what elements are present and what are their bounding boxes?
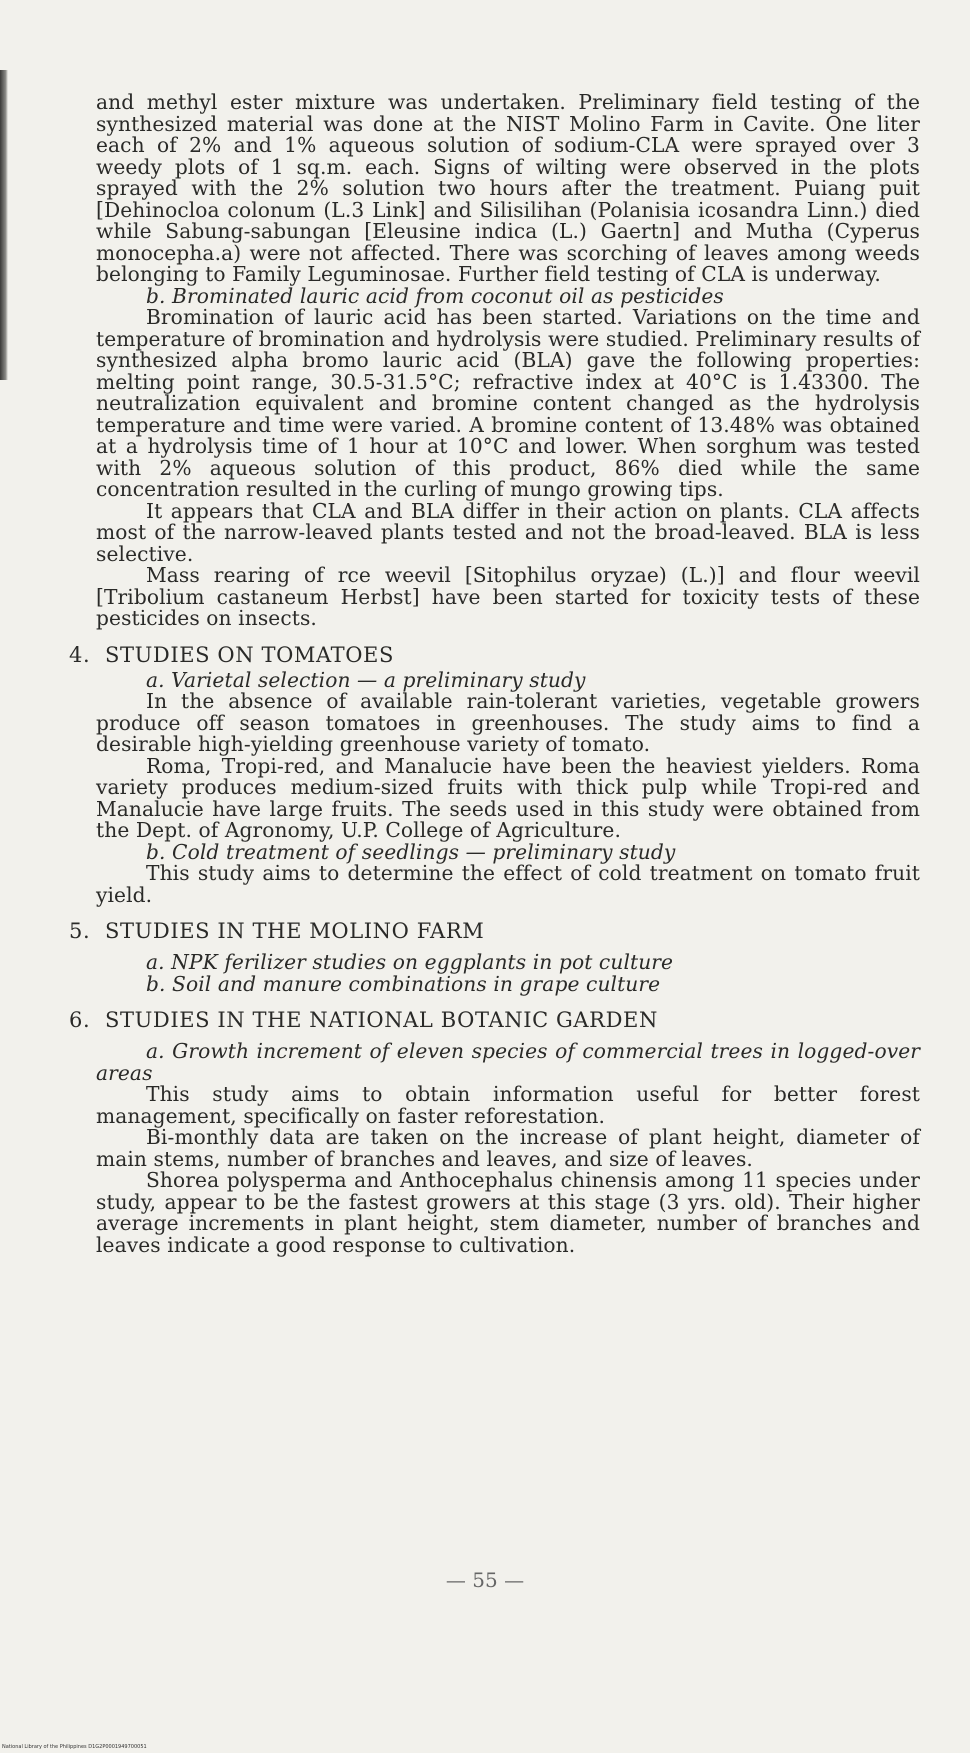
subheading-5a: a. NPK ferilizer studies on eggplants in pot culture xyxy=(146,950,674,974)
archive-identifier: National Library of the Philippines D1G2P0001949700051 xyxy=(2,1744,147,1750)
section-number: 6. xyxy=(69,1008,91,1032)
paragraph-bimonthly: Bi-monthly data are taken on the increase of plant height, diameter of main stems, number of branches and leaves, and size of leaves. xyxy=(96,1125,920,1171)
section-heading-6 xyxy=(69,1005,920,1035)
paragraph-bromination: Bromination of lauric acid has been started. Variations on the time and temperature of bromination and hydrolysis were studied. Preliminary results of synthesized alpha bromo lauric acid (BLA) gave the following properties: melting point range, 30.5-31.5°C; refractive index at 40°C is 1.43300. The neutralization equivalent and bromine content changed as the hydrolysis temperature and time were varied. A bromine content of 13.48% was obtained at a hydrolysis time of 1 hour at 10°C and lower. When sorghum was tested with 2% aqueous solution of this product, 86% died while the same concentration resulted in the curling of mungo growing tips. xyxy=(96,305,920,501)
section-heading-4 xyxy=(69,640,920,670)
page-number: — 55 — xyxy=(445,1568,525,1592)
page-body xyxy=(69,90,920,1257)
paragraph-cold-treatment: This study aims to determine the effect of cold treatment on tomato fruit yield. xyxy=(96,861,920,907)
paragraph-forest: This study aims to obtain information useful for better forest management, specifically on faster reforestation. xyxy=(96,1082,920,1128)
paragraph-roma: Roma, Tropi-red, and Manalucie have been the heaviest yielders. Roma variety produces medium-sized fruits with thick pulp while Tropi-red and Manalucie have large fruits. The seeds used in this study were obtained from the Dept. of Agronomy, U.P. College of Agriculture. xyxy=(96,753,920,842)
binding-shadow xyxy=(0,70,8,380)
subheading-3b: b. Brominated lauric acid from coconut oil as pesticides xyxy=(146,283,724,308)
section-number: 5. xyxy=(69,919,91,943)
section-title: STUDIES IN THE NATIONAL BOTANIC GARDEN xyxy=(105,1008,658,1032)
section-heading-5 xyxy=(69,916,920,946)
subheading-6a: a. Growth increment of eleven species of commercial trees in logged-over areas xyxy=(96,1039,920,1085)
subheading-4b: b. Cold treatment of seedlings — preliminary study xyxy=(146,839,676,864)
section-number: 4. xyxy=(69,642,91,667)
paragraph-weevil: Mass rearing of rce weevil [Sitophilus oryzae) (L.)] and flour weevil [Tribolium castaneum Herbst] have been started for toxicity tests of these pesticides on insects. xyxy=(96,563,920,630)
subheading-5b: b. Soil and manure combinations in grape culture xyxy=(146,971,661,996)
subheading-4a: a. Varietal selection — a preliminary study xyxy=(146,667,586,692)
section-title: STUDIES ON TOMATOES xyxy=(105,642,394,667)
paragraph-cla-bla: It appears that CLA and BLA differ in their action on plants. CLA affects most of the narrow-leaved plants tested and not the broad-leaved. BLA is less selective. xyxy=(96,498,920,566)
paragraph-shorea: Shorea polysperma and Anthocephalus chinensis among 11 species under study, appear to be the fastest growers at this stage (3 yrs. old). Their higher average increments in plant height, stem diameter, number of branches and leaves indicate a good response to cultivation. xyxy=(96,1168,920,1257)
paragraph-cla-field-test: and methyl ester mixture was undertaken. Preliminary field testing of the synthesized material was done at the NIST Molino Farm in Cavite. One liter each of 2% and 1% aqueous solution of sodium-CLA were sprayed over 3 weedy plots of 1 sq.m. each. Signs of wilting were observed in the plots sprayed with the 2% solution two hours after the treatment. Puiang puit [Dehinocloa colonum (L.3 Link] and Silisilihan (Polanisia icosandra Linn.) died while Sabung-sabungan [Eleusine indica (L.) Gaertn] and Mutha (Cyperus monocepha.a) were not affected. There was scorching of leaves among weeds belonging to Family Leguminosae. Further field testing of CLA is underway. xyxy=(96,90,920,286)
section-title: STUDIES IN THE MOLINO FARM xyxy=(105,919,485,943)
paragraph-rain-tolerant: In the absence of available rain-tolerant varieties, vegetable growers produce off season tomatoes in greenhouses. The study aims to find a desirable high-yielding greenhouse variety of tomato. xyxy=(96,689,920,756)
